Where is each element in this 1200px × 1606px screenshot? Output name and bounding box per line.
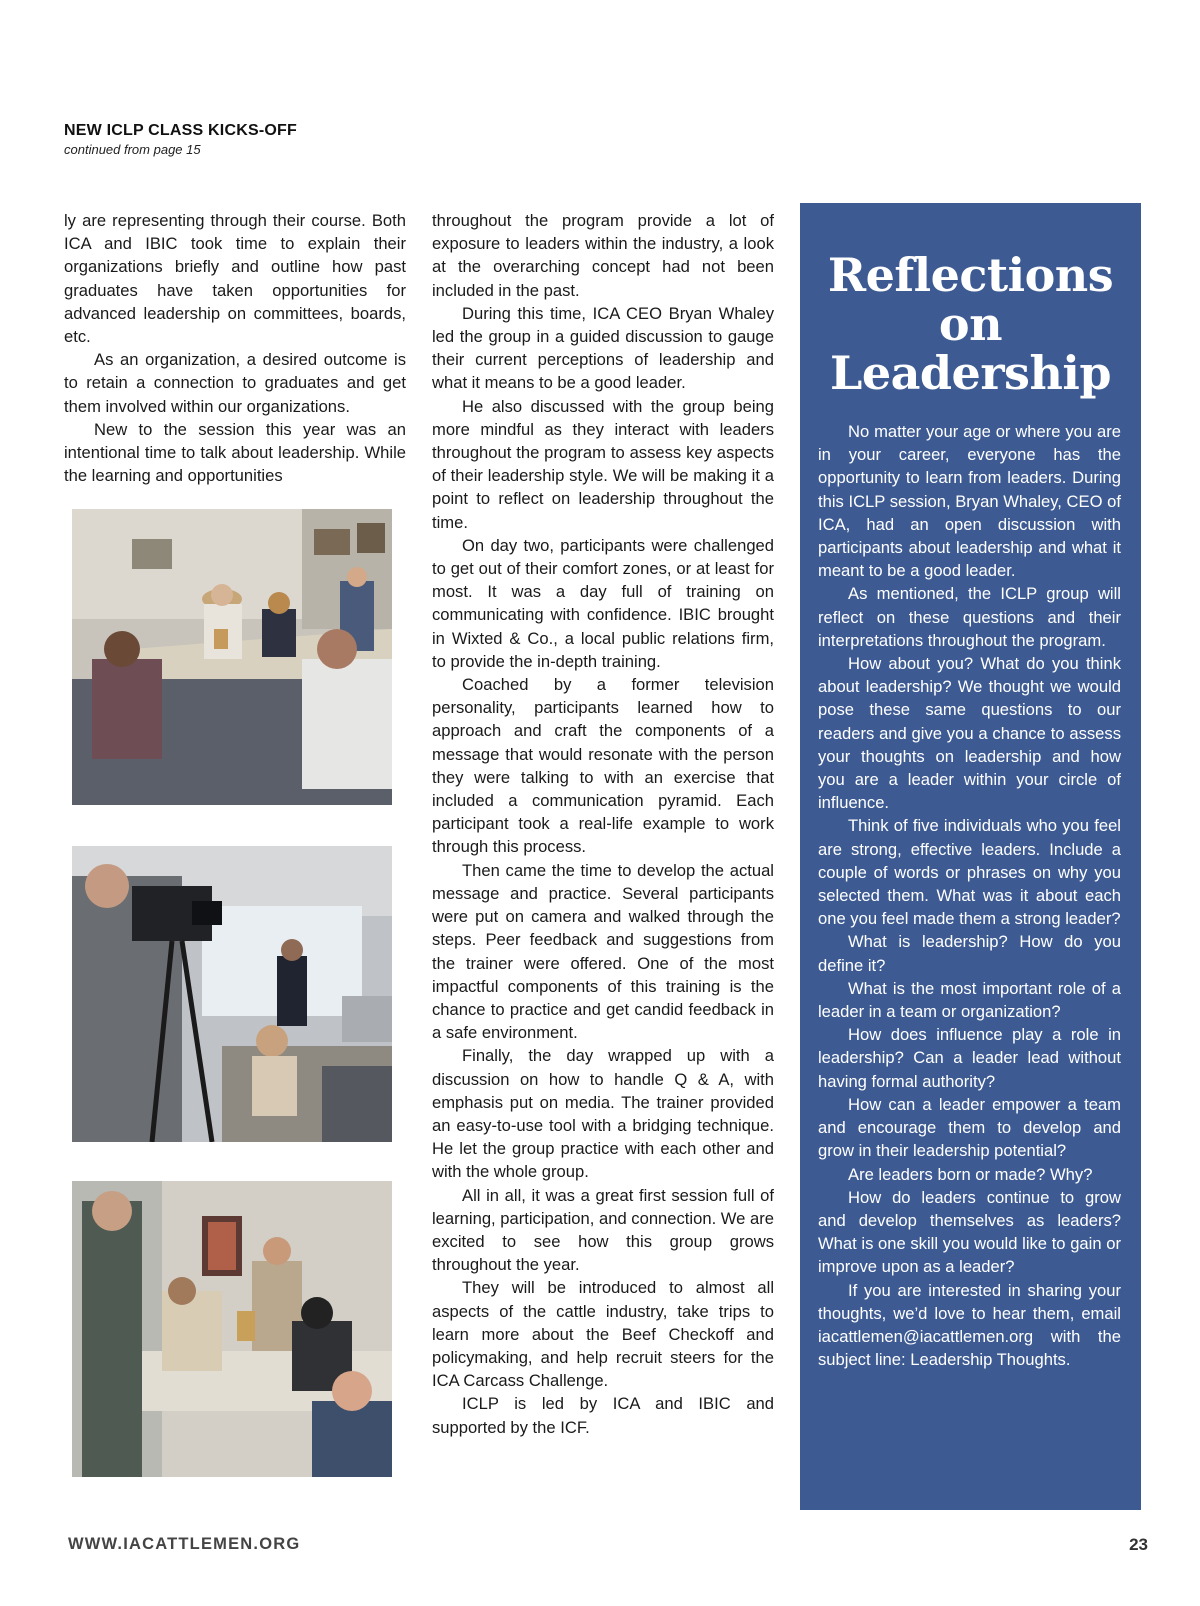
sidebar-title-line: Leadership xyxy=(829,346,1112,400)
photo-group-activity xyxy=(72,1181,392,1477)
sidebar-title-line: on xyxy=(938,297,1003,351)
article-column-2 xyxy=(432,209,774,1439)
page-number: 23 xyxy=(1129,1535,1148,1554)
sidebar-paragraph: If you are interested in sharing your thoughts, we’d love to hear them, email iacattlemen@iacattlemen.org with the subject line: Leadership Thoughts. xyxy=(818,1280,1121,1370)
footer-website: WWW.IACATTLEMEN.ORG xyxy=(68,1535,301,1553)
article-column-1 xyxy=(64,209,406,487)
photo-group-activity-image xyxy=(72,1181,392,1477)
sidebar-paragraph: How about you? What do you think about leadership? We thought we would pose these same questions to our readers and give you a chance to assess your thoughts on leadership and how you are a leader within your circle of influence. xyxy=(818,654,1121,813)
paragraph: ICLP is led by ICA and IBIC and supported by the ICF. xyxy=(432,1394,774,1437)
paragraph: Finally, the day wrapped up with a discussion on how to handle Q & A, with emphasis put on media. The trainer provided an easy-to-use tool with a bridging technique. He let the group practice with each other and with the whole group. xyxy=(432,1046,774,1182)
paragraph: Then came the time to develop the actual message and practice. Several participants were put on camera and walked through the steps. Peer feedback and suggestions from the trainer were offered. One of the most impactful components of this training is the chance to practice and get candid feedback in a safe environment. xyxy=(432,860,774,1043)
sidebar-paragraph: As mentioned, the ICLP group will reflect on these questions and their interpretations throughout the program. xyxy=(818,584,1121,650)
photo-camera-training xyxy=(72,846,392,1142)
paragraph: They will be introduced to almost all aspects of the cattle industry, take trips to learn more about the Beef Checkoff and policymaking, and help recruit steers for the ICA Carcass Challenge. xyxy=(432,1278,774,1391)
paragraph: He also discussed with the group being more mindful as they interact with leaders throughout the program to assess key aspects of their leadership style. We will be making it a point to reflect on leadership throughout the time. xyxy=(432,396,774,532)
paragraph: Coached by a former television personality, participants learned how to approach and craft the components of a message that would resonate with the person they were talking to with an exercise that included a communication pyramid. Each participant took a real-life example to work through this process. xyxy=(432,675,774,857)
sidebar-paragraph: Think of five individuals who you feel are strong, effective leaders. Include a couple of words or phrases on why you selected them. What was it about each one you feel made them a strong leader? xyxy=(818,816,1121,929)
sidebar-paragraph: How can a leader empower a team and encourage them to develop and grow in their leadership potential? xyxy=(818,1094,1121,1161)
sidebar-paragraph: What is leadership? How do you define it? xyxy=(818,932,1121,975)
photo-meeting-table-image xyxy=(72,509,392,805)
photo-camera-training-image xyxy=(72,846,392,1142)
article-title: NEW ICLP CLASS KICKS-OFF xyxy=(64,122,297,139)
sidebar-body xyxy=(818,420,1121,1371)
paragraph: During this time, ICA CEO Bryan Whaley led the group in a guided discussion to gauge their current perceptions of leadership and what it means to be a good leader. xyxy=(432,303,774,393)
paragraph: All in all, it was a great first session full of learning, participation, and connection. We are excited to see how this group grows throughout the year. xyxy=(432,1185,774,1275)
continued-note: continued from page 15 xyxy=(64,142,201,157)
sidebar-title-line: Reflections xyxy=(827,248,1114,302)
sidebar-paragraph: Are leaders born or made? Why? xyxy=(848,1164,1093,1184)
sidebar-paragraph: What is the most important role of a leader in a team or organization? xyxy=(818,978,1121,1022)
sidebar-paragraph: How does influence play a role in leadership? Can a leader lead without having formal authority? xyxy=(818,1025,1121,1091)
sidebar-paragraph: How do leaders continue to grow and develop themselves as leaders? What is one skill you would like to gain or improve upon as a leader? xyxy=(818,1187,1121,1277)
paragraph: ly are representing through their course. Both ICA and IBIC took time to explain their organizations briefly and outline how past graduates have taken opportunities for advanced leadership on committees, boards, etc. xyxy=(64,211,406,347)
sidebar-title xyxy=(800,248,1141,400)
reflections-sidebar xyxy=(800,203,1141,1510)
article-header xyxy=(64,122,664,157)
paragraph: throughout the program provide a lot of exposure to leaders within the industry, a look at the overarching concept had not been included in the past. xyxy=(432,211,774,300)
sidebar-paragraph: No matter your age or where you are in your career, everyone has the opportunity to learn from leaders. During this ICLP session, Bryan Whaley, CEO of ICA, had an open discussion with participants about leadership and what it meant to be a good leader. xyxy=(818,422,1121,581)
paragraph: As an organization, a desired outcome is to retain a connection to graduates and get them involved within our organizations. xyxy=(64,350,406,416)
photo-meeting-table xyxy=(72,509,392,805)
paragraph: On day two, participants were challenged to get out of their comfort zones, or at least for most. It was a day full of training on communicating with confidence. IBIC brought in Wixted & Co., a local public relations firm, to provide the in-depth training. xyxy=(432,535,774,671)
paragraph: New to the session this year was an intentional time to talk about leadership. While the learning and opportunities xyxy=(64,419,406,486)
